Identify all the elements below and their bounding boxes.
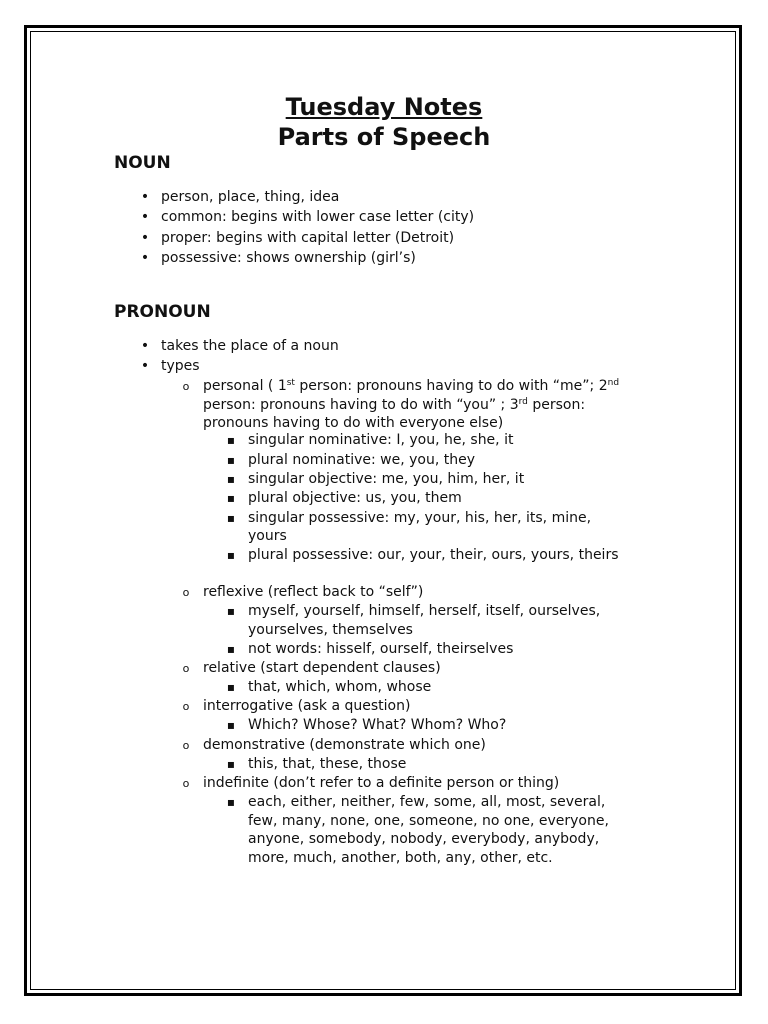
square-bullet-icon: [226, 489, 236, 508]
square-bullet-icon: [226, 509, 236, 528]
personal-type-line1: personal ( 1st person: pronouns having to do with “me”; 2nd: [203, 378, 620, 394]
demonstrative-sub-item: this, that, these, those: [248, 756, 407, 772]
relative-type: relative (start dependent clauses): [203, 660, 441, 676]
personal-type-line3: pronouns having to do with everyone else): [203, 415, 504, 431]
noun-item: common: begins with lower case letter (city): [161, 209, 475, 225]
reflexive-sub-item: not words: hisself, ourself, theirselves: [248, 641, 514, 657]
page-subtitle: Parts of Speech: [277, 123, 491, 151]
square-bullet-icon: [226, 755, 236, 774]
reflexive-type: reflexive (reflect back to “self”): [203, 584, 424, 600]
circle-bullet-icon: [181, 774, 191, 793]
indefinite-sub-item-cont: more, much, another, both, any, other, etc.: [248, 850, 553, 866]
circle-bullet-icon: [181, 377, 191, 396]
bullet-icon: [140, 337, 150, 356]
square-bullet-icon: [226, 640, 236, 659]
square-bullet-icon: [226, 602, 236, 621]
indefinite-sub-item: each, either, neither, few, some, all, most, several,: [248, 794, 606, 810]
circle-bullet-icon: [181, 736, 191, 755]
indefinite-type: indefinite (don’t refer to a definite person or thing): [203, 775, 560, 791]
square-bullet-icon: [226, 546, 236, 565]
square-bullet-icon: [226, 451, 236, 470]
circle-bullet-icon: [181, 583, 191, 602]
reflexive-sub-item: myself, yourself, himself, herself, itself, ourselves,: [248, 603, 601, 619]
noun-item: possessive: shows ownership (girl’s): [161, 250, 416, 266]
interrogative-sub-item: Which? Whose? What? Whom? Who?: [248, 717, 507, 733]
square-bullet-icon: [226, 678, 236, 697]
personal-sub-item: singular nominative: I, you, he, she, it: [248, 432, 514, 448]
personal-sub-item: plural nominative: we, you, they: [248, 452, 476, 468]
personal-sub-item: plural objective: us, you, them: [248, 490, 462, 506]
circle-bullet-icon: [181, 697, 191, 716]
interrogative-type: interrogative (ask a question): [203, 698, 411, 714]
page-title: Tuesday Notes: [285, 93, 483, 121]
noun-heading: NOUN: [114, 153, 171, 173]
demonstrative-type: demonstrative (demonstrate which one): [203, 737, 486, 753]
bullet-icon: [140, 357, 150, 376]
personal-sub-item-cont: yours: [248, 528, 287, 544]
personal-sub-item: plural possessive: our, your, their, ours, yours, theirs: [248, 547, 619, 563]
square-bullet-icon: [226, 431, 236, 450]
indefinite-sub-item-cont: anyone, somebody, nobody, everybody, anybody,: [248, 831, 600, 847]
personal-sub-item: singular possessive: my, your, his, her, its, mine,: [248, 510, 592, 526]
relative-sub-item: that, which, whom, whose: [248, 679, 432, 695]
reflexive-sub-item-cont: yourselves, themselves: [248, 622, 413, 638]
noun-item: proper: begins with capital letter (Detroit): [161, 230, 455, 246]
circle-bullet-icon: [181, 659, 191, 678]
bullet-icon: [140, 229, 150, 248]
pronoun-heading: PRONOUN: [114, 302, 211, 322]
bullet-icon: [140, 208, 150, 227]
square-bullet-icon: [226, 470, 236, 489]
square-bullet-icon: [226, 793, 236, 812]
personal-sub-item: singular objective: me, you, him, her, it: [248, 471, 525, 487]
bullet-icon: [140, 249, 150, 268]
personal-type-line2: person: pronouns having to do with “you” ; 3rd person:: [203, 397, 586, 413]
bullet-icon: [140, 188, 150, 207]
pronoun-item: types: [161, 358, 200, 374]
pronoun-item: takes the place of a noun: [161, 338, 339, 354]
square-bullet-icon: [226, 716, 236, 735]
indefinite-sub-item-cont: few, many, none, one, someone, no one, everyone,: [248, 813, 609, 829]
noun-item: person, place, thing, idea: [161, 189, 340, 205]
